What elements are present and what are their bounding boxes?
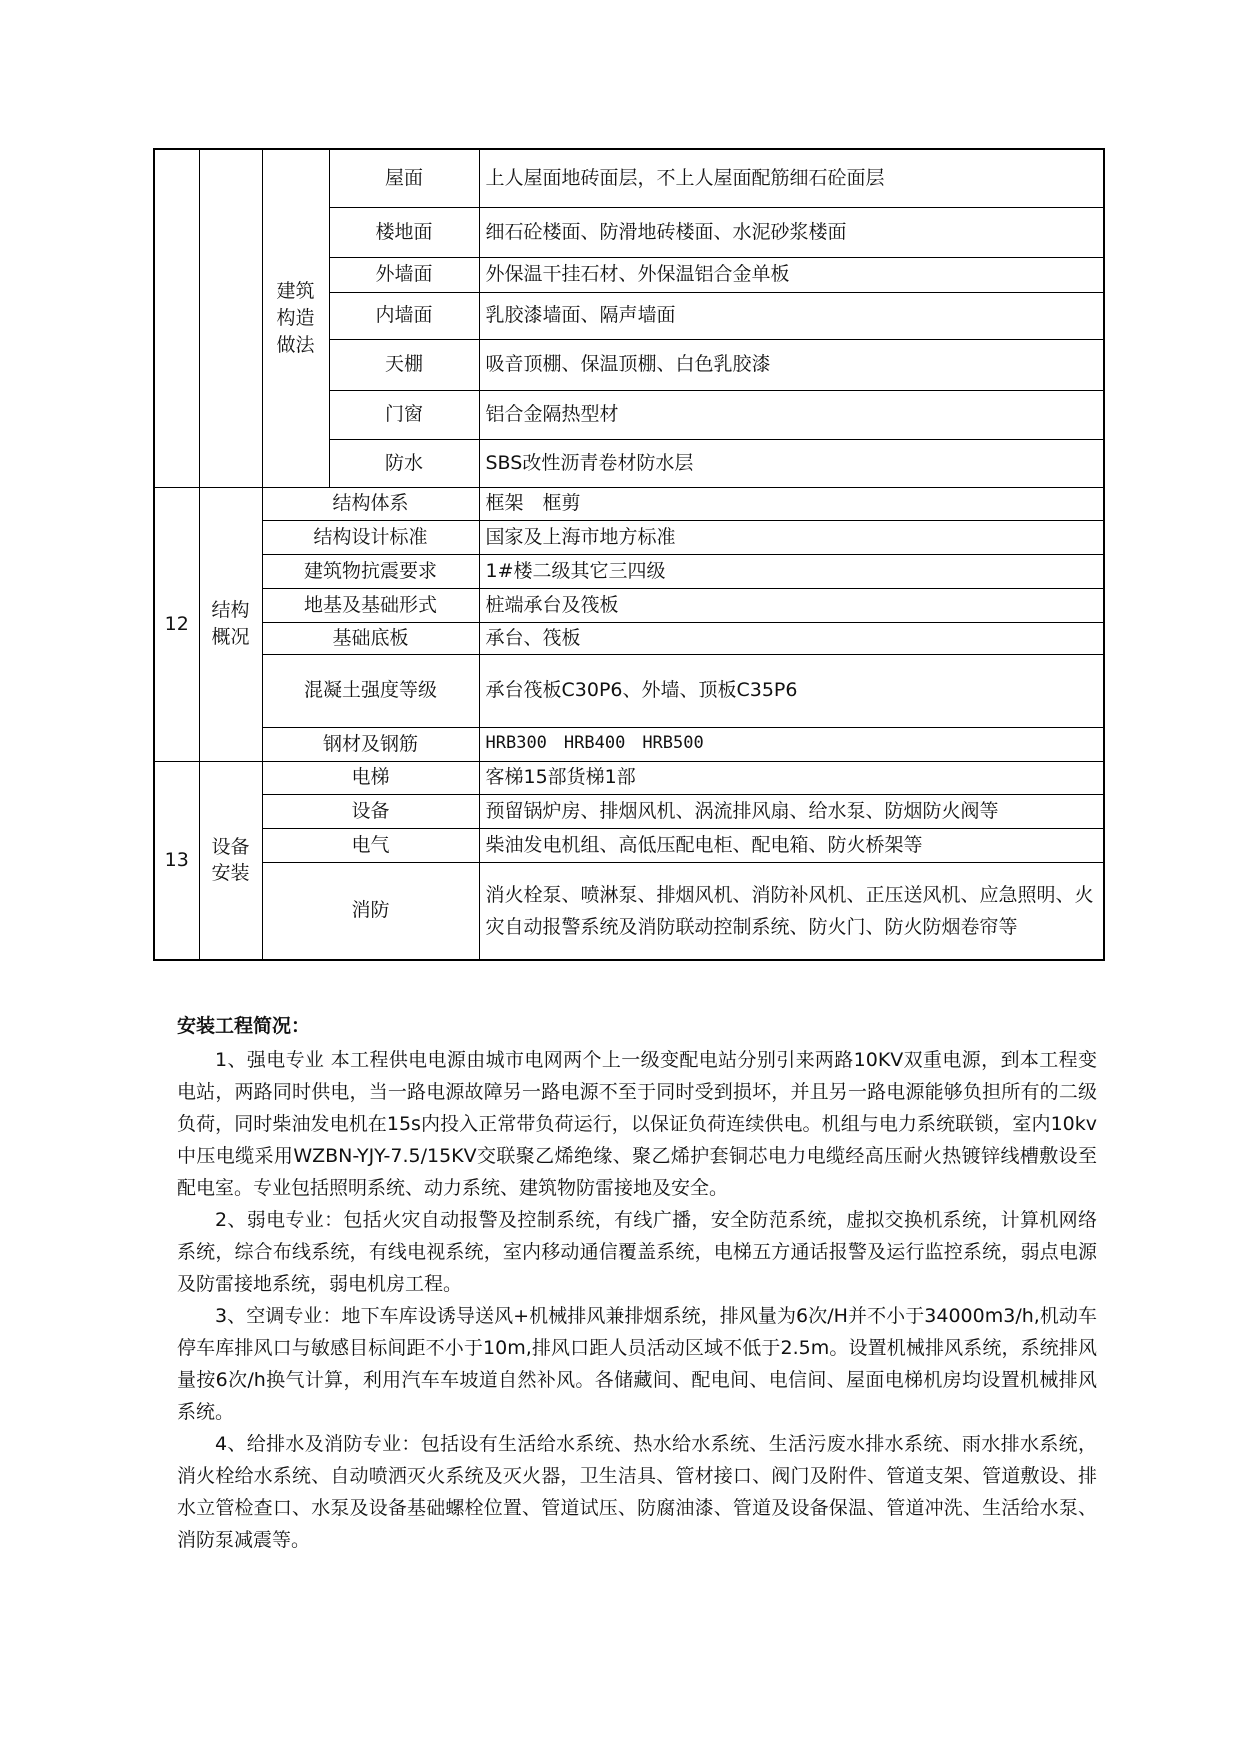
- table-row: [154, 520, 1104, 554]
- item-value: 铝合金隔热型材: [479, 390, 1104, 439]
- item-label: 楼地面: [329, 207, 479, 257]
- item-label: 天棚: [329, 339, 479, 390]
- table-row: [154, 862, 1104, 960]
- item-value: 桩端承台及筏板: [479, 588, 1104, 622]
- table-row: [154, 622, 1104, 654]
- section-number: 12: [154, 487, 199, 761]
- sub-category-label: 建筑 构造 做法: [262, 149, 329, 487]
- summary-paragraph-hvac: 3、空调专业：地下车库设诱导送风+机械排风兼排烟系统，排风量为6次/H并不小于34000m3/h,机动车停车库排风口与敏感目标间距不小于10m,排风口距人员活动区域不低于2.5m。设置机械排风系统，系统排风量按6次/h换气计算，利用汽车车坡道自然补风。各储藏间、配电间、电信间、屋面电梯机房均设置机械排风系统。: [177, 1305, 1097, 1423]
- item-value: 国家及上海市地方标准: [479, 520, 1104, 554]
- item-value: HRB300 HRB400 HRB500: [479, 727, 1104, 761]
- item-value: 承台筏板C30P6、外墙、顶板C35P6: [479, 654, 1104, 727]
- item-value: 上人屋面地砖面层，不上人屋面配筋细石砼面层: [479, 149, 1104, 207]
- item-label: 电气: [262, 828, 479, 862]
- table-row: [154, 761, 1104, 794]
- table-row: [154, 828, 1104, 862]
- section-category: 设备 安装: [199, 761, 262, 960]
- table-row: [154, 654, 1104, 727]
- item-value: 乳胶漆墙面、隔声墙面: [479, 292, 1104, 339]
- item-label: 内墙面: [329, 292, 479, 339]
- summary-title: 安装工程简况：: [177, 1015, 311, 1037]
- item-label: 电梯: [262, 761, 479, 794]
- installation-summary: [177, 1010, 1097, 1556]
- item-value: 预留锅炉房、排烟风机、涡流排风扇、给水泵、防烟防火阀等: [479, 794, 1104, 828]
- item-value: 细石砼楼面、防滑地砖楼面、水泥砂浆楼面: [479, 207, 1104, 257]
- item-label: 屋面: [329, 149, 479, 207]
- table-row: [154, 794, 1104, 828]
- item-value: 消火栓泵、喷淋泵、排烟风机、消防补风机、正压送风机、应急照明、火灾自动报警系统及消防联动控制系统、防火门、防火防烟卷帘等: [479, 862, 1104, 960]
- item-label: 门窗: [329, 390, 479, 439]
- summary-paragraph-weak-current: 2、弱电专业：包括火灾自动报警及控制系统，有线广播，安全防范系统，虚拟交换机系统，计算机网络系统，综合布线系统，有线电视系统，室内移动通信覆盖系统，电梯五方通话报警及运行监控系统，弱点电源及防雷接地系统，弱电机房工程。: [177, 1209, 1097, 1295]
- section-num-cell: [154, 149, 199, 487]
- item-value: 客梯15部货梯1部: [479, 761, 1104, 794]
- table-row: [154, 588, 1104, 622]
- item-label: 建筑物抗震要求: [262, 554, 479, 588]
- item-label: 防水: [329, 439, 479, 487]
- table-row: [154, 554, 1104, 588]
- item-value: SBS改性沥青卷材防水层: [479, 439, 1104, 487]
- item-label: 基础底板: [262, 622, 479, 654]
- item-label: 消防: [262, 862, 479, 960]
- section-number: 13: [154, 761, 199, 960]
- item-value: 外保温干挂石材、外保温铝合金单板: [479, 257, 1104, 292]
- spec-table: [153, 148, 1105, 961]
- item-label: 混凝土强度等级: [262, 654, 479, 727]
- section-category: 结构 概况: [199, 487, 262, 761]
- summary-paragraph-strong-current: 1、强电专业 本工程供电电源由城市电网两个上一级变配电站分别引来两路10KV双重电源，到本工程变电站，两路同时供电，当一路电源故障另一路电源不至于同时受到损坏，并且另一路电源能够负担所有的二级负荷，同时柴油发电机在15s内投入正常带负荷运行，以保证负荷连续供电。机组与电力系统联锁，室内10kv中压电缆采用WZBN-YJY-7.5/15KV交联聚乙烯绝缘、聚乙烯护套铜芯电力电缆经高压耐火热镀锌线槽敷设至配电室。专业包括照明系统、动力系统、建筑物防雷接地及安全。: [177, 1049, 1097, 1199]
- section-category-cell: [199, 149, 262, 487]
- item-value: 承台、筏板: [479, 622, 1104, 654]
- table-row: [154, 149, 1104, 207]
- item-label: 结构体系: [262, 487, 479, 520]
- item-label: 地基及基础形式: [262, 588, 479, 622]
- item-label: 设备: [262, 794, 479, 828]
- table-row: [154, 487, 1104, 520]
- item-value: 吸音顶棚、保温顶棚、白色乳胶漆: [479, 339, 1104, 390]
- summary-paragraph-plumbing-fire: 4、给排水及消防专业：包括设有生活给水系统、热水给水系统、生活污废水排水系统、雨水排水系统，消火栓给水系统、自动喷洒灭火系统及灭火器，卫生洁具、管材接口、阀门及附件、管道支架、管道敷设、排水立管检查口、水泵及设备基础螺栓位置、管道试压、防腐油漆、管道及设备保温、管道冲洗、生活给水泵、消防泵减震等。: [177, 1433, 1097, 1551]
- item-value: 1#楼二级其它三四级: [479, 554, 1104, 588]
- item-label: 结构设计标准: [262, 520, 479, 554]
- item-label: 外墙面: [329, 257, 479, 292]
- item-value: 柴油发电机组、高低压配电柜、配电箱、防火桥架等: [479, 828, 1104, 862]
- item-value: 框架 框剪: [479, 487, 1104, 520]
- item-label: 钢材及钢筋: [262, 727, 479, 761]
- table-row: [154, 727, 1104, 761]
